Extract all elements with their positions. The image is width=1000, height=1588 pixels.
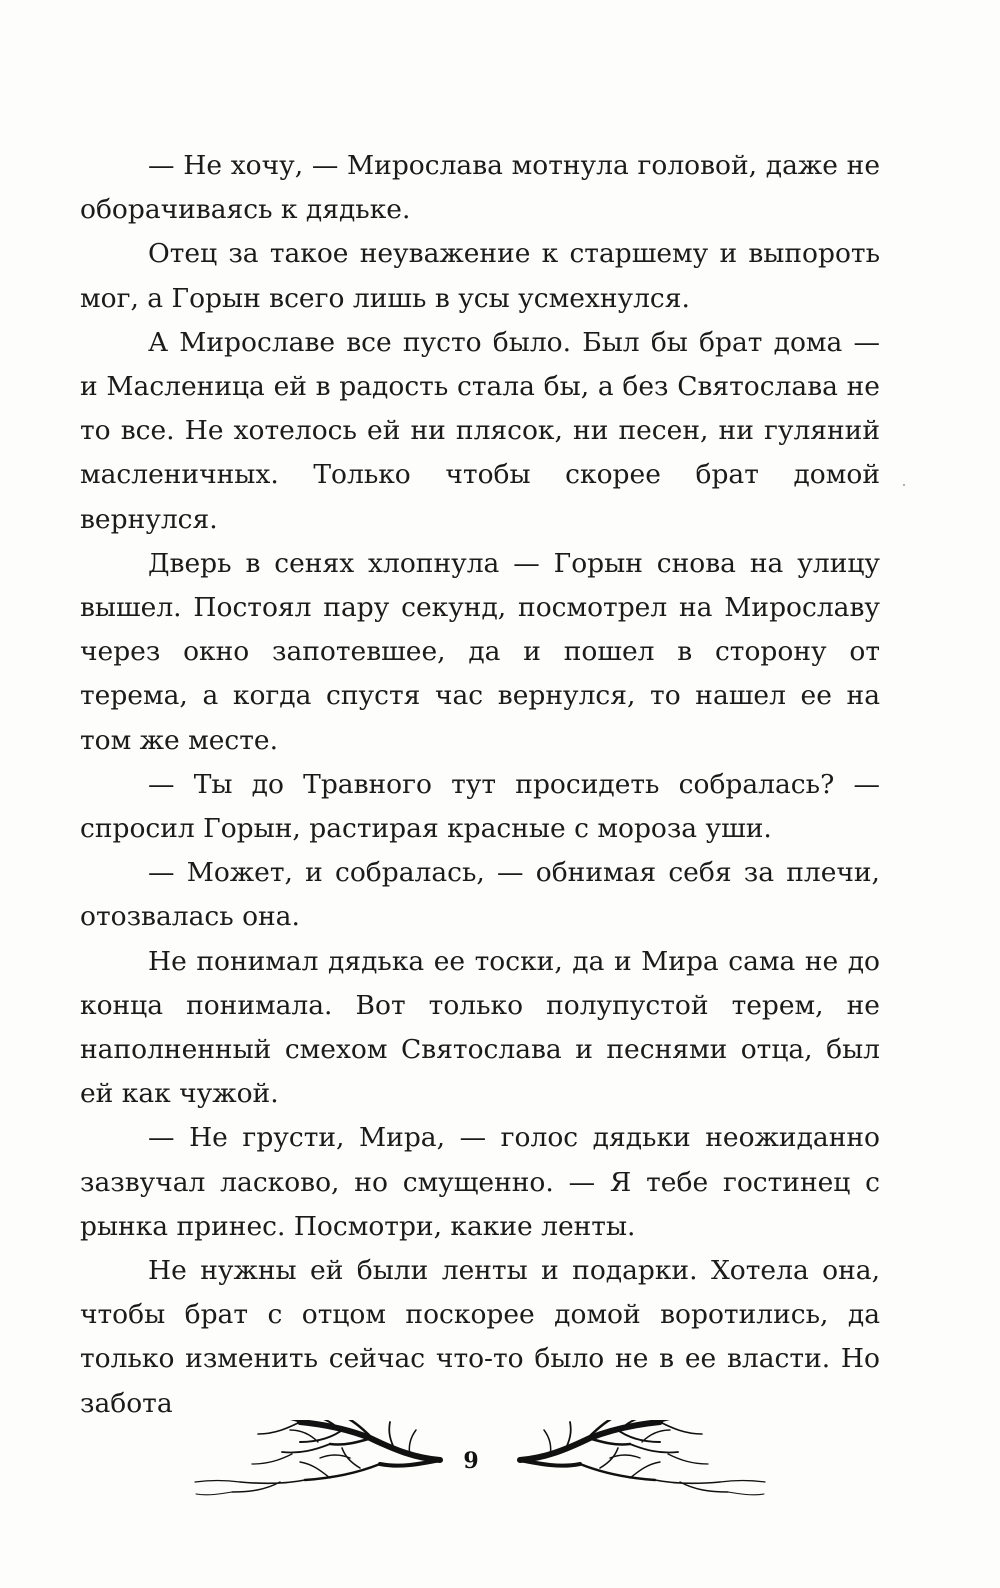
stray-speck <box>903 484 905 486</box>
paragraph-4: Дверь в сенях хлопнула — Горын снова на улицу вышел. Постоял пару секунд, посмотрел на Мирославу через окно запотевшее, да и пошел в сторону от терема, а когда спустя час вернулся, то нашел ее на том же месте. <box>80 547 880 756</box>
footer-ornament <box>0 1420 1000 1540</box>
paragraph-6: — Может, и собралась, — обнимая себя за плечи, отозвалась она. <box>80 857 880 933</box>
branch-left-icon <box>195 1420 440 1495</box>
page-number: 9 <box>463 1448 479 1474</box>
paragraph-2: Отец за такое неуважение к старшему и выпороть мог, а Горын всего лишь в усы усмехнулся. <box>80 238 880 314</box>
paragraph-8: — Не грусти, Мира, — голос дядьки неожиданно зазвучал ласково, но смущенно. — Я тебе гостинец с рынка принес. Посмотри, какие ленты. <box>80 1122 880 1242</box>
paragraph-1: — Не хочу, — Мирослава мотнула головой, даже не оборачиваясь к дядьке. <box>80 150 880 226</box>
paragraph-7: Не понимал дядька ее тоски, да и Мира сама не до конца понимала. Вот только полупустой терем, не наполненный смехом Святослава и песнями отца, был ей как чужой. <box>80 945 880 1110</box>
paragraph-3: А Мирославе все пусто было. Был бы брат дома — и Масленица ей в радость стала бы, а без Святослава не то все. Не хотелось ей ни плясок, ни песен, ни гуляний масленичных. Только чтобы скорее брат домой вернулся. <box>80 326 880 535</box>
body-text <box>80 144 880 1426</box>
paragraph-9: Не нужны ей были ленты и подарки. Хотела она, чтобы брат с отцом поскорее домой воротились, да только изменить сейчас что-то было не в ее власти. Но забота <box>80 1255 880 1419</box>
branch-right-icon <box>520 1420 765 1495</box>
paragraph-5: — Ты до Травного тут просидеть собралась? — спросил Горын, растирая красные с мороза уши. <box>80 768 880 845</box>
